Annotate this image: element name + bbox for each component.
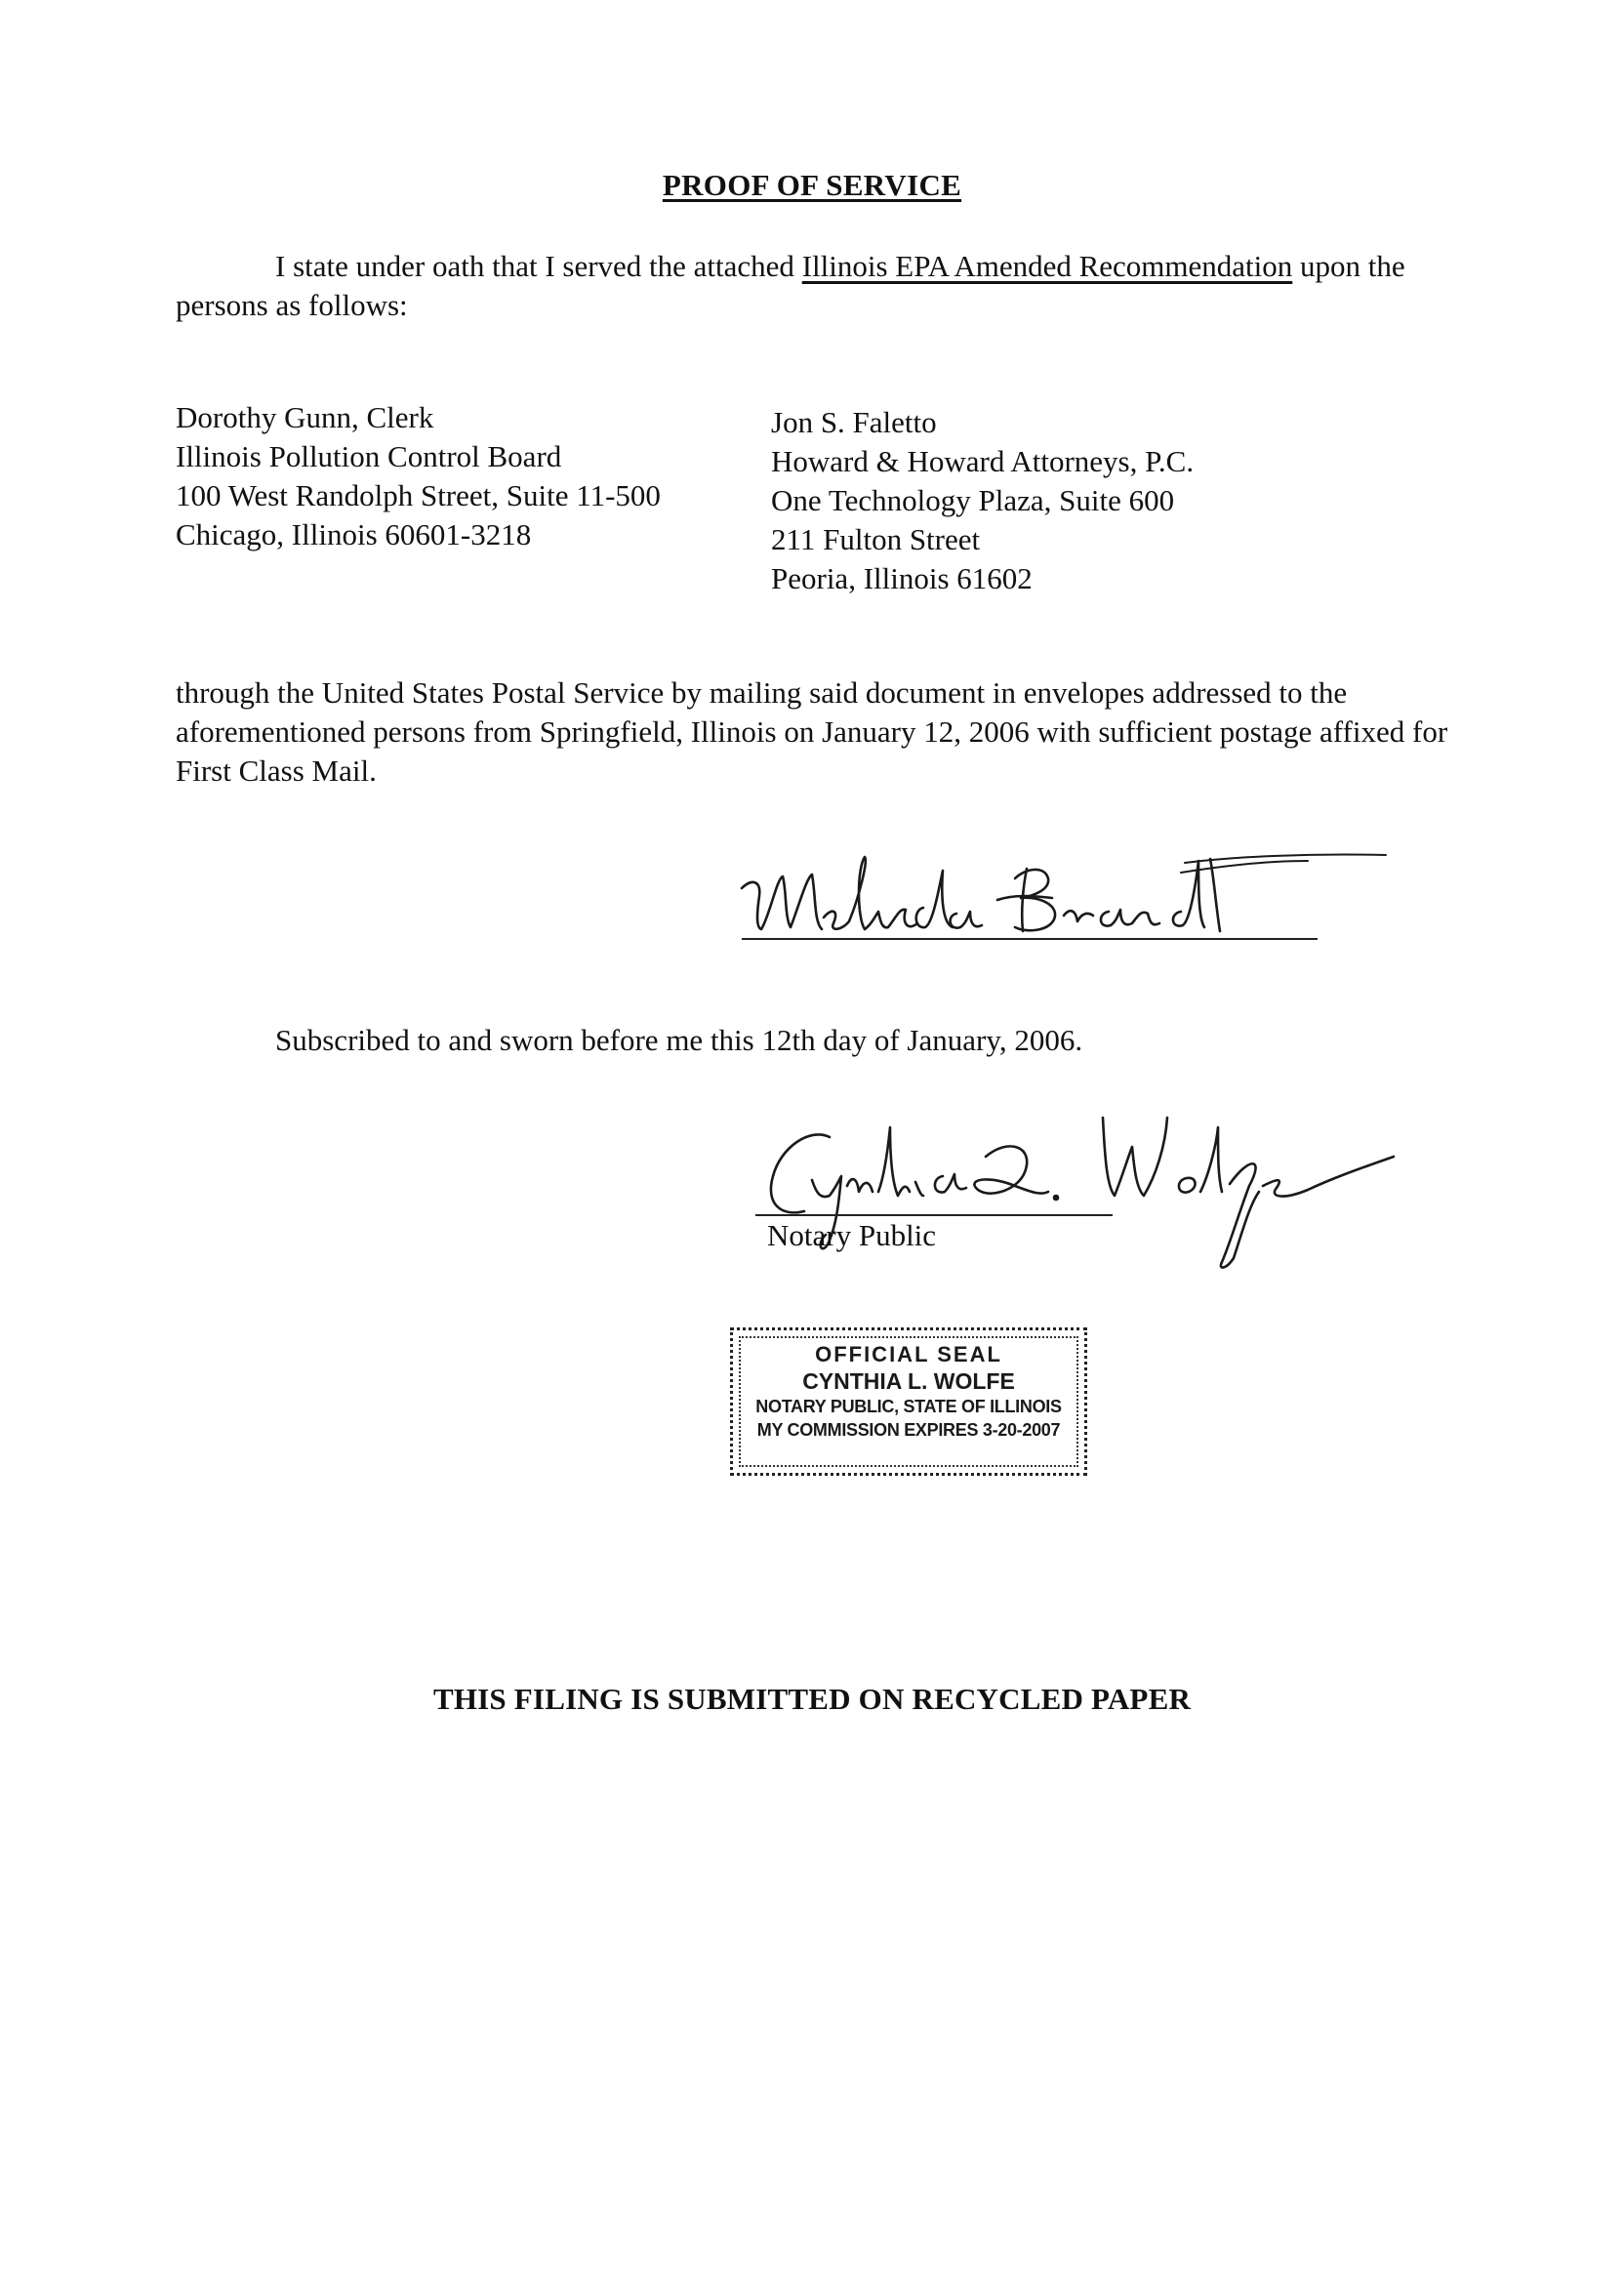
intro-text-after: upon the persons as follows: <box>176 249 1405 322</box>
seal-line-2: CYNTHIA L. WOLFE <box>802 1368 1015 1394</box>
seal-line-3: NOTARY PUBLIC, STATE OF ILLINOIS <box>755 1397 1062 1416</box>
address-line: Illinois Pollution Control Board <box>176 439 562 473</box>
intro-paragraph <box>176 247 1474 325</box>
official-seal-stamp <box>730 1327 1087 1476</box>
address-line: Chicago, Illinois 60601-3218 <box>176 517 532 551</box>
signature-cynthia-wolfe <box>742 1098 1405 1293</box>
notary-public-label: Notary Public <box>767 1218 937 1252</box>
recipient-address-1 <box>176 398 661 554</box>
address-line: Peoria, Illinois 61602 <box>771 561 1033 595</box>
mailing-paragraph: through the United States Postal Service by mailing said document in envelopes addressed to the aforementioned persons from Springfield, Illinois on January 12, 2006 with sufficient postage affixed for First Class Mail. <box>176 675 1448 788</box>
seal-line-1: OFFICIAL SEAL <box>815 1342 1002 1366</box>
address-line: 100 West Randolph Street, Suite 11-500 <box>176 478 661 512</box>
address-line: Howard & Howard Attorneys, P.C. <box>771 444 1195 478</box>
footer-note: THIS FILING IS SUBMITTED ON RECYCLED PAPER <box>432 1682 1192 1716</box>
intro-text-before: I state under oath that I served the attached <box>275 249 802 283</box>
signature-melinda-brandt <box>722 839 1396 957</box>
page-title: PROOF OF SERVICE <box>662 168 962 202</box>
address-line: Dorothy Gunn, Clerk <box>176 400 434 434</box>
address-line: One Technology Plaza, Suite 600 <box>771 483 1175 517</box>
seal-line-4: MY COMMISSION EXPIRES 3-20-2007 <box>756 1420 1061 1440</box>
sworn-statement: Subscribed to and sworn before me this 12th day of January, 2006. <box>275 1023 1083 1057</box>
recipient-address-2 <box>771 403 1194 598</box>
document-name: Illinois EPA Amended Recommendation <box>801 249 1293 283</box>
address-line: 211 Fulton Street <box>771 522 981 556</box>
address-line: Jon S. Faletto <box>771 405 937 439</box>
